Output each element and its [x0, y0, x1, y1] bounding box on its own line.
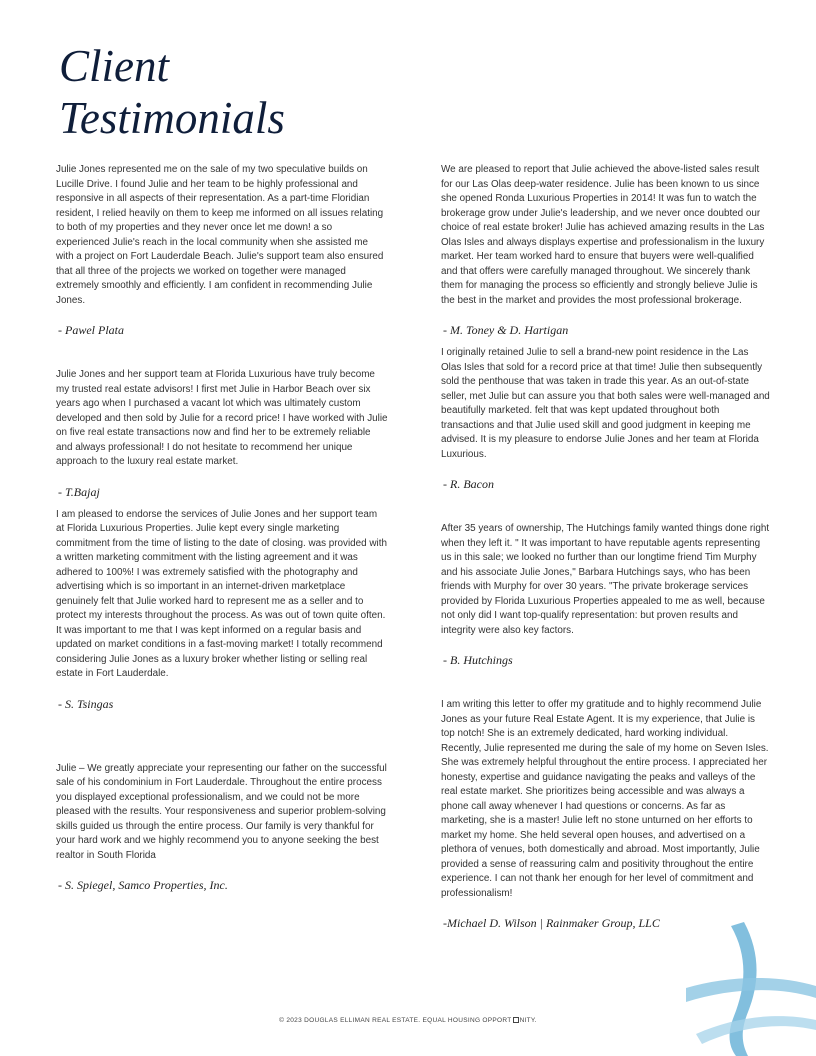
- page-title-line-1: Client: [59, 41, 169, 91]
- equal-housing-icon: [513, 1017, 519, 1023]
- footer-text-end: NITY.: [519, 1017, 537, 1024]
- testimonial-author: -Michael D. Wilson | Rainmaker Group, LLC: [443, 916, 660, 930]
- testimonial-quote: Julie Jones and her support team at Florida Luxurious have truly become my trusted real estate advisors! I first met Julie in Harbor Beach over six years ago when I purchased a vacant lot which was ultimately custom developed and then sold by Julie for a record price! I have worked with Julie on five real estate transactions now and find her to be extremely reliable and always professional! I do not hesitate to recommend her unique approach to the luxury real estate market.: [56, 369, 388, 467]
- testimonial-author: - B. Hutchings: [443, 653, 513, 667]
- testimonial: [56, 508, 388, 712]
- testimonial-quote: Julie Jones represented me on the sale of my two speculative builds on Lucille Drive. I found Julie and her team to be highly professional and responsive in all aspects of their representation. As a part-time Floridian resident, I relied heavily on them to keep me informed on all issues relating to both of my properties and they never once let me down! a so experienced Julie's reach in the local community when she assisted me with a project on Fort Lauderdale Beach. Julie's support team also ensured that all three of the projects we worked on together were managed extremely smoothly and efficiently. I am confident in recommending Julie Jones.: [56, 164, 384, 306]
- testimonial: [56, 368, 388, 500]
- page-title-line-2: Testimonials: [59, 93, 285, 143]
- testimonial: [56, 762, 388, 894]
- testimonial: [441, 698, 771, 931]
- page-title: [59, 40, 285, 144]
- testimonial: [441, 522, 771, 668]
- testimonial-quote: I am writing this letter to offer my gratitude and to highly recommend Julie Jones as your future Real Estate Agent. It is my experience, that Julie is top notch! She is an extremely dedicated, hard working individual. Recently, Julie represented me during the sale of my home on Seven Isles. She was extremely helpful throughout the entire process. I appreciated her honesty, expertise and guidance navigating the peaks and valleys of the real estate market. She prioritizes being accessible and was always a phone call away whenever I had questions or concerns. As far as marketing, she is a master! Julie left no stone unturned on her efforts to market my home. She held several open houses, and advertised on a plethora of venues, both domestically and abroad. Most importantly, Julie provided a sense of reassuring calm and positivity throughout the entire experience. I can not thank her enough for her level of commitment and professionalism!: [441, 699, 769, 899]
- testimonials-right-column: [441, 163, 771, 931]
- testimonial-quote: I originally retained Julie to sell a brand-new point residence in the Las Olas Isles that sold for a record price at that time! Julie then subsequently sold the penthouse that was taken in trade this year. As an out-of-state seller, met Julie but can assure you that both sales were well-managed and beautifully marketed. felt that was kept updated throughout both transactions and that Julie used skill and good judgment in keeping me advised. It is my pleasure to endorse Julie Jones and her team at Florida Luxurious.: [441, 347, 770, 460]
- brand-wave-logo-icon: [686, 916, 816, 1056]
- testimonial-quote: I am pleased to endorse the services of Julie Jones and her support team at Florida Luxurious Properties. Julie kept every single marketing commitment from the time of listing to the date of closing. was provided with a written marketing commitment with the listing agreement and it was adhered to 100%! I was extremely satisfied with the photography and advertising which is so important in an internet-driven marketplace genuinely felt that Julie worked hard to represent me as a seller and to protect my interests throughout the process. As was out of town quite often. It was important to me that I was kept informed on a regular basis and updated on market conditions in a fast-moving market! I totally recommend considering Julie Jones as a luxury broker whether listing or selling real estate in Fort Lauderdale.: [56, 508, 387, 679]
- testimonial-quote: We are pleased to report that Julie achieved the above-listed sales result for our Las Olas deep-water residence. Julie has been known to us since she opened Ronda Luxurious Properties in 2014! It was fun to watch the brokerage grow under Julie's leadership, and we never once doubted our choice of real estate broker! Julie has achieved amazing results in the Las Olas Isles and always displays expertise and professionalism in the luxury market. Her team worked hard to ensure that buyers were well-qualified and that offers were carefully managed throughout. We sincerely thank them for managing the process so efficiently and strongly believe Julie is the best in the market and provides the most professional brokerage.: [441, 164, 765, 306]
- testimonial-author: - Pawel Plata: [58, 323, 124, 337]
- testimonial-author: - T.Bajaj: [58, 484, 100, 499]
- testimonial: [441, 163, 771, 338]
- testimonial-author: - R. Bacon: [443, 477, 494, 491]
- testimonial-quote: After 35 years of ownership, The Hutchings family wanted things done right when they left it. " It was important to have reputable agents representing us in this sale; we looked no further than our longtime friend Tim Murphy and his associate Julie Jones," Barbara Hutchings says, who has been friends with Murphy for over 30 years. "The private brokerage services provided by Florida Luxurious Properties appealed to me as well, because not only did I want top-qualify representation: but proven results and integrity were also key factors.: [441, 523, 770, 636]
- testimonials-left-column: [56, 163, 388, 893]
- testimonial-author: - M. Toney & D. Hartigan: [443, 323, 569, 337]
- testimonial-author: - S. Spiegel, Samco Properties, Inc.: [58, 878, 228, 892]
- footer-legal: [0, 1017, 816, 1024]
- testimonial: [56, 163, 388, 338]
- footer-text-start: © 2023 DOUGLAS ELLIMAN REAL ESTATE. EQUAL HOUSING OPPORT: [279, 1017, 512, 1024]
- testimonial-quote: Julie – We greatly appreciate your representing our father on the successful sale of his condominium in Fort Lauderdale. Throughout the entire process you displayed exceptional professionalism, and we could not be more pleased with the results. Your responsiveness and superior problem-solving skills guided us through the entire process. Our family is very thankful for your hard work and we highly recommend you to anyone seeking the best realtor in South Florida: [56, 762, 387, 861]
- testimonial-author: - S. Tsingas: [58, 696, 114, 711]
- testimonial: [441, 346, 771, 492]
